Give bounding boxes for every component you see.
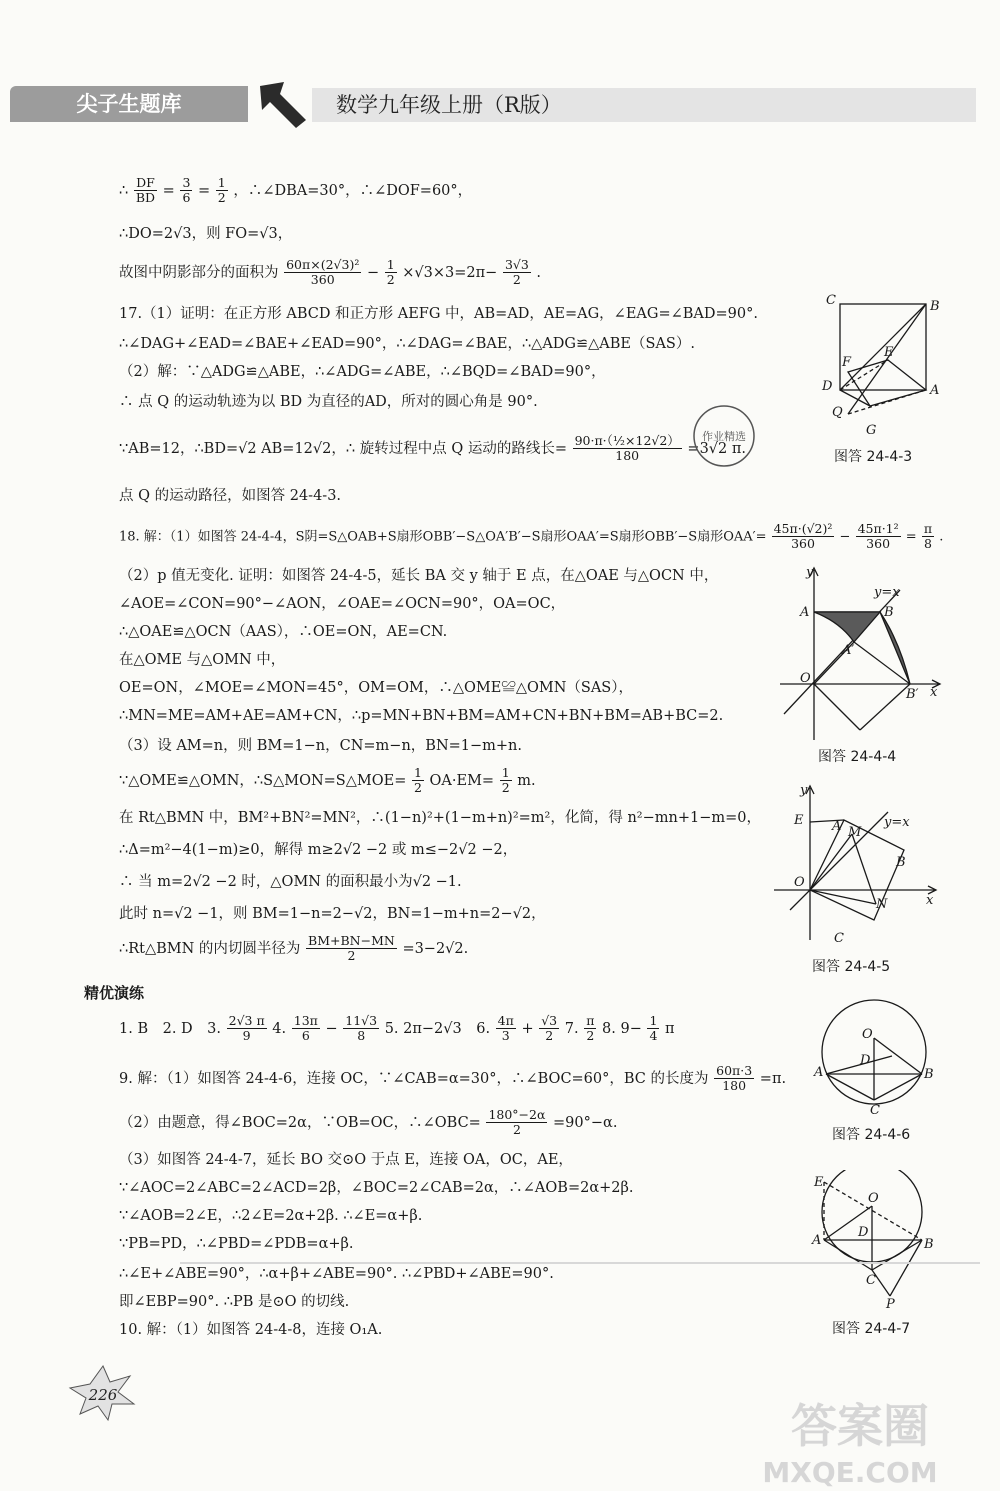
line-31: ∴∠E+∠ABE=90°，∴α+β+∠ABE=90°. ∴∠PBD+∠ABE=90°. [119, 1266, 554, 1282]
fig4-label-c: C [870, 1103, 880, 1116]
figure-caption-24-4-4: 图答 24-4-4 [818, 749, 897, 765]
fig1-label-e: E [884, 345, 894, 360]
line-13: ∴△OAE≌△OCN（AAS），∴OE=ON，AE=CN. [119, 624, 448, 640]
page-number: 226 [88, 1386, 118, 1404]
line-32: 即∠EBP=90°. ∴PB 是⊙O 的切线. [119, 1294, 350, 1310]
fig4-label-a: A [814, 1065, 824, 1080]
line-2: ∴DO=2√3，则 FO=√3， [119, 226, 293, 242]
line-4: 17.（1）证明：在正方形 ABCD 和正方形 AEFG 中，AB=AD，AE=AG，∠EAG=∠BAD=90°. [119, 306, 758, 322]
line-25: 9. 解：（1）如图答 24-4-6，连接 OC，∵∠CAB=α=30°，∴∠BOC=60°，BC 的长度为 $\frac{60\pi\cdot 3}{180}$ =π. [119, 1063, 787, 1094]
fig1-label-b: B [930, 299, 940, 314]
fig3-label-m: M [848, 825, 862, 840]
fig1-label-a: A [930, 383, 940, 398]
line-27: （3）如图答 24-4-7，延长 BO 交⊙O 于点 E，连接 OA，OC，AE， [119, 1152, 573, 1168]
line-1: ∴ $\frac{DF}{BD}$ = $\frac{3}{6}$ = $\frac{1}{2}$ ，∴∠DBA=30°，∴∠DOF=60°， [119, 175, 473, 206]
line-21: ∴ 当 m=2√2 −2 时，△OMN 的面积最小为√2 −1. [119, 874, 462, 890]
line-26: （2）由题意，得∠BOC=2α，∵OB=OC，∴∠OBC= $\frac{180^\circ-2\alpha}{2}$ =90°−α. [119, 1107, 618, 1138]
line-8: ∵AB=12，∴BD=√2 AB=12√2，∴ 旋转过程中点 Q 运动的路线长= $\frac{\text{90·π·（½×12√2）}}{180}$ =3√2 π. [119, 433, 747, 464]
fig1-label-c: C [826, 293, 836, 308]
fig3-label-e: E [794, 813, 804, 828]
fig2-label-yx: y=x [874, 585, 900, 600]
line-3: 故图中阴影部分的面积为 $\frac{\text{60π×(2√3)²}}{360}$ − $\frac{1}{2}$ ×√3×3=2π− $\frac{3√3}{2}$ . [119, 257, 542, 288]
fig1-label-d: D [822, 379, 833, 394]
fig4-label-o: O [862, 1027, 873, 1042]
page-number-badge [68, 1362, 138, 1422]
fig4-label-b: B [924, 1067, 934, 1082]
line-9: 点 Q 的运动路径，如图答 24-4-3. [119, 488, 342, 504]
figure-24-4-6 [812, 996, 942, 1116]
line-20: ∴Δ=m²−4(1−m)≥0，解得 m≥2√2 −2 或 m≤−2√2 −2， [119, 842, 518, 858]
fig5-label-p: P [886, 1297, 895, 1310]
line-11: （2）p 值无变化. 证明：如图答 24-4-5，延长 BA 交 y 轴于 E 点，在△OAE 与△OCN 中， [119, 568, 719, 584]
figure-24-4-3 [812, 290, 952, 440]
line-5: ∴∠DAG+∠EAD=∠BAE+∠EAD=90°，∴∠DAG=∠BAE，∴△ADG≌△ABE（SAS）. [119, 336, 695, 352]
book-title: 数学九年级上册（R版） [312, 88, 976, 122]
line-18: ∵△OME≌△OMN，∴S△MON=S△MOE= $\frac{1}{2}$ OA·EM= $\frac{1}{2}$ m. [119, 765, 536, 796]
line-28: ∵∠AOC=2∠ABC=2∠ACD=2β，∠BOC=2∠CAB=2α，∴∠AOB=2α+2β. [119, 1180, 634, 1196]
fig3-label-y: y [800, 783, 808, 798]
line-15: OE=ON，∠MOE=∠MON=45°，OM=OM，∴△OME≌△OMN（SAS）， [119, 680, 633, 696]
section-title: 精优演练 [84, 984, 145, 1002]
line-23: ∴Rt△BMN 的内切圆半径为 $\frac{BM+BN-MN}{2}$ =3−2√2. [119, 933, 469, 964]
line-24: 1. B 2. D 3. $\frac{2√3 \pi}{9}$ 4. $\frac{13\pi}{6}$ − $\frac{11√3}{8}$ 5. 2π−2√3 6. $\frac{4\pi}{3}$ + $\frac{√3}{2}$ 7. $\frac{\pi}{2}$ 8. 9− $\frac{1}{4}$ π [119, 1013, 675, 1044]
fig2-label-a: A [800, 605, 810, 620]
fig3-label-x: x [926, 893, 934, 908]
line-6: （2）解：∵△ADG≌△ABE，∴∠ADG=∠ABE，∴∠BQD=∠BAD=90°， [119, 364, 606, 380]
line-12: ∠AOE=∠CON=90°−∠AON，∠OAE=∠OCN=90°，OA=OC， [119, 596, 566, 612]
figure-24-4-7 [810, 1170, 940, 1310]
fig5-label-a: A [812, 1233, 822, 1248]
fig1-label-q: Q [832, 405, 843, 420]
fig3-label-a: A [832, 819, 842, 834]
arrow-icon [250, 80, 310, 130]
fig1-label-g: G [866, 423, 877, 438]
fig5-label-b: B [924, 1237, 934, 1252]
figure-caption-24-4-6: 图答 24-4-6 [832, 1127, 911, 1143]
figure-caption-24-4-7: 图答 24-4-7 [832, 1321, 911, 1337]
fig3-label-c: C [834, 931, 844, 946]
fig2-label-b: B [884, 605, 894, 620]
line-29: ∵∠AOB=2∠E，∴2∠E=2α+2β. ∴∠E=α+β. [119, 1208, 423, 1224]
fig2-label-o: O [800, 671, 811, 686]
fig5-label-e: E [814, 1175, 824, 1190]
line-17: （3）设 AM=n，则 BM=1−n，CN=m−n，BN=1−m+n. [119, 738, 522, 754]
fig3-label-b: B [896, 855, 906, 870]
brand-label: 尖子生题库 [10, 86, 248, 122]
figure-caption-24-4-3: 图答 24-4-3 [834, 449, 913, 465]
page-header [10, 86, 976, 124]
figure-caption-24-4-5: 图答 24-4-5 [812, 959, 891, 975]
line-30: ∵PB=PD，∴∠PBD=∠PDB=α+β. [119, 1236, 354, 1252]
footer-divider [180, 1262, 980, 1264]
fig2-label-y: y [806, 565, 814, 580]
fig5-label-d: D [858, 1225, 869, 1240]
fig5-label-c: C [866, 1273, 876, 1288]
watermark-url: MXQE.COM [762, 1456, 938, 1489]
fig5-label-o: O [868, 1191, 879, 1206]
stamp-icon [690, 402, 758, 470]
figure-24-4-5 [770, 780, 940, 950]
figure-24-4-4 [770, 562, 950, 744]
fig2-label-b-prime: B′ [906, 687, 919, 702]
line-33: 10. 解：（1）如图答 24-4-8，连接 O₁A. [119, 1322, 383, 1338]
fig4-label-d: D [860, 1053, 871, 1068]
line-19: 在 Rt△BMN 中，BM²+BN²=MN²，∴(1−n)²+(1−m+n)²=m²，化简，得 n²−mn+1−m=0， [119, 810, 762, 826]
stamp-text: 作业精选 [702, 430, 746, 443]
fig2-label-x: x [930, 685, 938, 700]
line-22: 此时 n=√2 −1，则 BM=1−n=2−√2，BN=1−m+n=2−√2， [119, 906, 546, 922]
fig2-label-a-prime: A′ [842, 643, 855, 658]
watermark-logo [690, 1390, 990, 1490]
line-7: ∴ 点 Q 的运动轨迹为以 BD 为直径的AD，所对的圆心角是 90°. [119, 394, 538, 410]
line-14: 在△OME 与△OMN 中， [119, 652, 286, 668]
fig3-label-n: N [876, 897, 888, 912]
fig3-label-yx: y=x [884, 815, 910, 830]
line-16: ∴MN=ME=AM+AE=AM+CN，∴p=MN+BN+BM=AM+CN+BN+BM=AB+BC=2. [119, 708, 724, 724]
fig1-label-f: F [842, 355, 852, 370]
watermark-brand: 答案圈 [791, 1399, 929, 1453]
fig3-label-o: O [794, 875, 805, 890]
line-10: 18. 解：（1）如图答 24-4-4，S阴=S△OAB+S扇形OBB′−S△OA′B′−S扇形OAA′=S扇形OBB′−S扇形OAA′= $\frac{\text{45π·(√2)²}}{360}$ − $\frac{\text{45π·1²}}{360}$ = $\frac{\pi}{8}$ . [119, 521, 944, 552]
